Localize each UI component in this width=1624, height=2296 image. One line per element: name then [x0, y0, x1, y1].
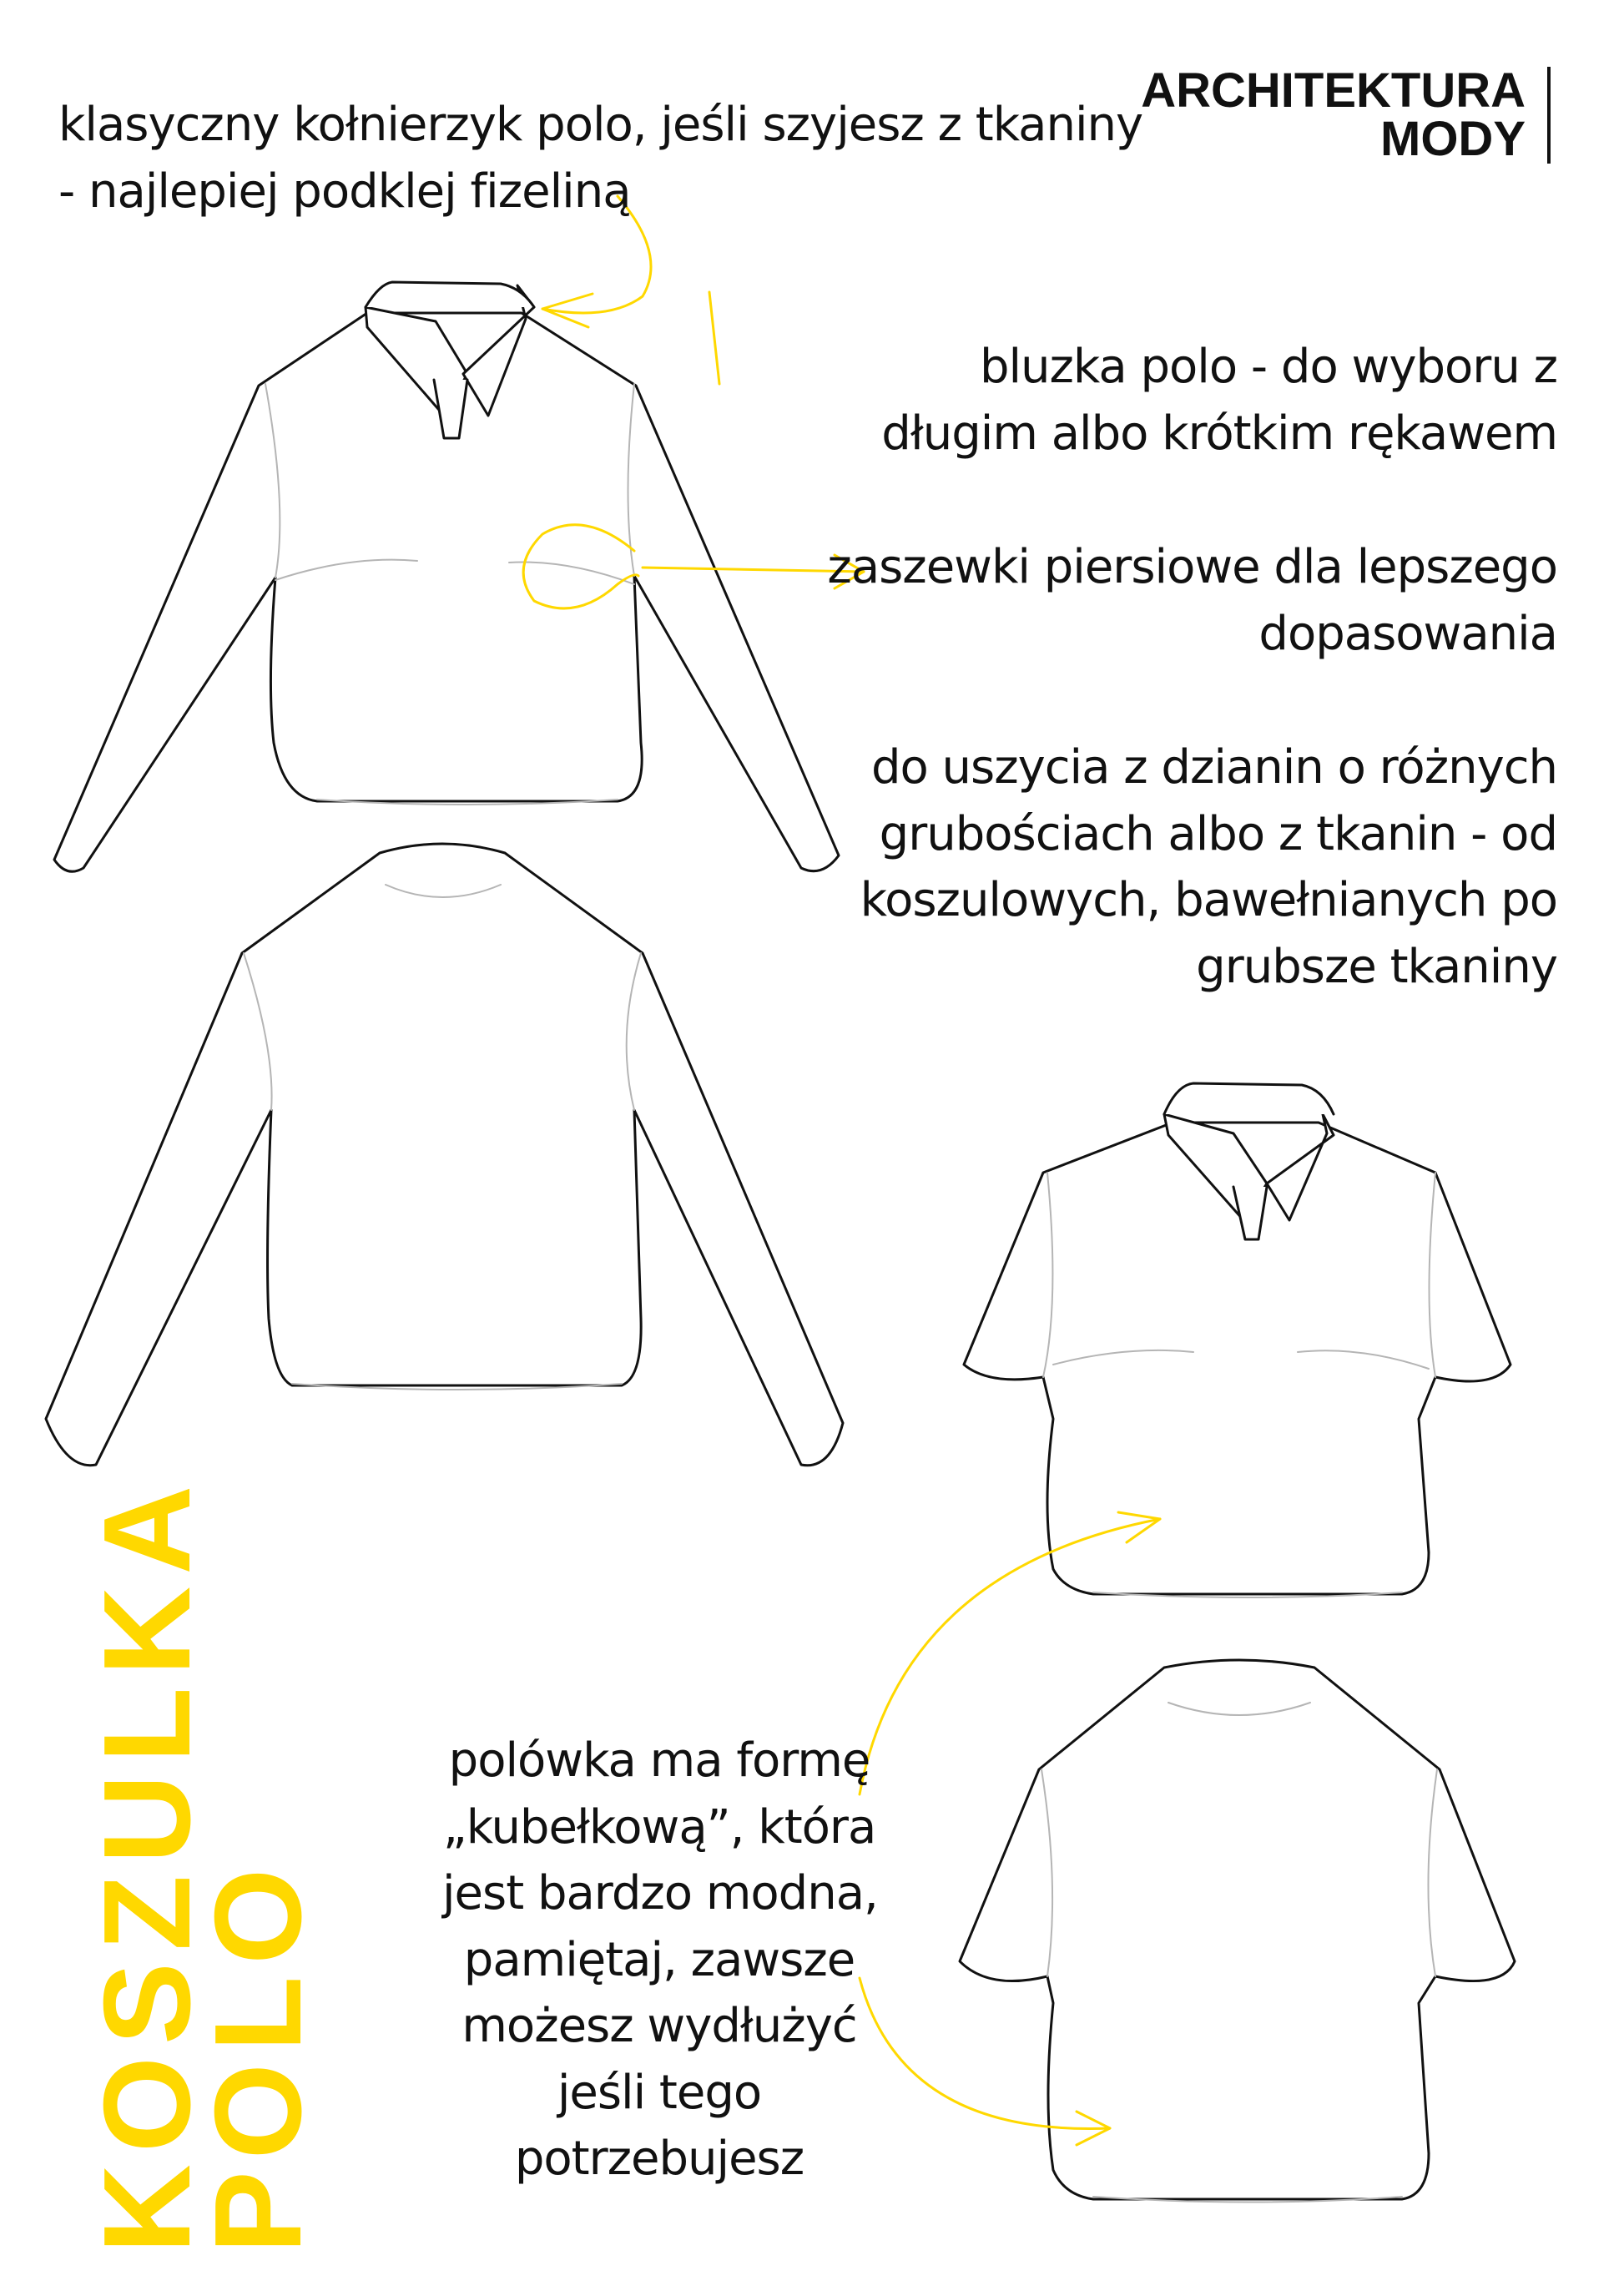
long-sleeve-shirt-back: [46, 844, 843, 1466]
note-darts: zaszewki piersiowe dla lepszego dopasowania: [827, 540, 1557, 661]
short-sleeve-shirt-back: [960, 1660, 1515, 2199]
title-line-1: KOSZULKA: [78, 1473, 216, 2253]
page-title-vertical: [78, 1473, 328, 2253]
brand-line-2: MODY: [1380, 112, 1526, 166]
short-sleeve-shirt-front: [964, 1083, 1511, 1594]
brand-logo: [1141, 63, 1551, 166]
brand-line-1: ARCHITEKTURA: [1141, 63, 1526, 118]
long-sleeve-shirt-front: [54, 282, 839, 871]
note-sleeves: bluzka polo - do wyboru z długim albo krótkim rękawem: [881, 340, 1557, 461]
note-fabric: do uszycia z dzianin o różnych grubościach albo z tkanin - od koszulowych, bawełnianych po grubsze tkaniny: [860, 740, 1557, 994]
note-boxy-shape: polówka ma formę „kubełkową”, która jest bardzo modna, pamiętaj, zawsze możesz wydłużyć jeśli tego potrzebujesz: [442, 1733, 878, 2187]
note-collar: klasyczny kołnierzyk polo, jeśli szyjesz z tkaniny - najlepiej podklej fizeliną: [58, 98, 1143, 219]
title-line-2: POLO: [189, 1856, 328, 2253]
